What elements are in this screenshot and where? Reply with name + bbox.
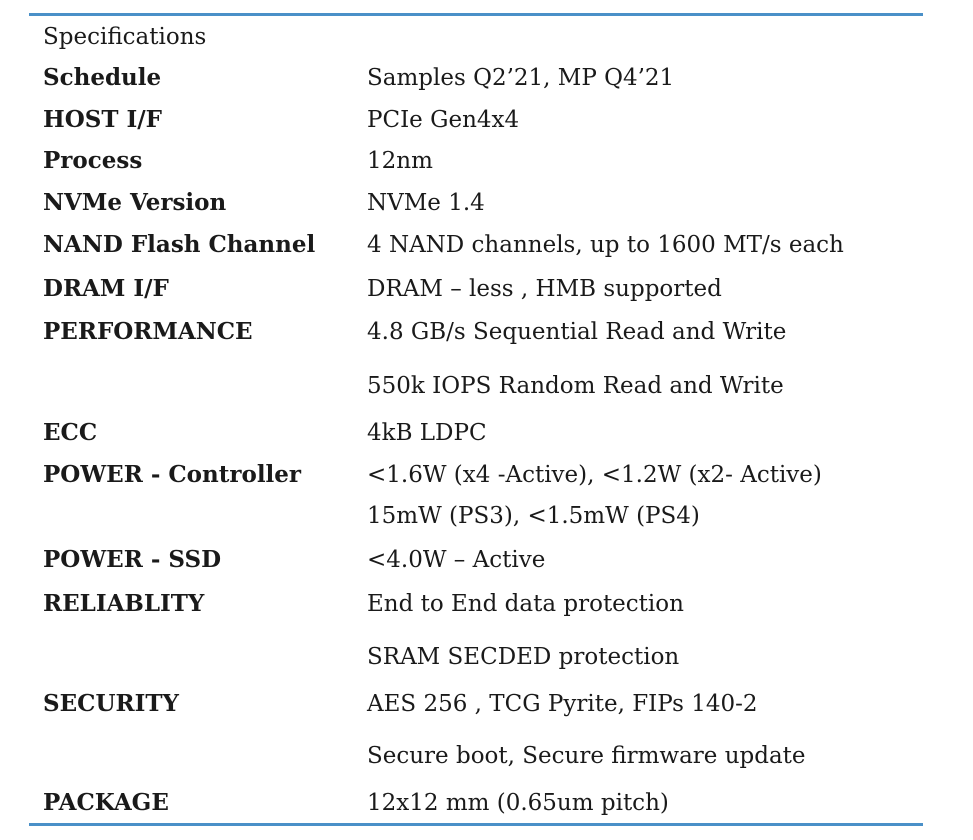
row-value-package: 12x12 mm (0.65um pitch) <box>367 790 669 816</box>
row-label-power-controller: POWER - Controller <box>43 461 302 488</box>
row-label-reliability: RELIABLITY <box>43 590 205 617</box>
row-value-power-ssd: <4.0W – Active <box>367 547 546 573</box>
row-label-package: PACKAGE <box>43 789 169 816</box>
row-value-power-controller-1: <1.6W (x4 -Active), <1.2W (x2- Active) <box>367 462 822 488</box>
row-label-ecc: ECC <box>43 419 98 446</box>
row-label-schedule: Schedule <box>43 64 162 91</box>
row-label-performance: PERFORMANCE <box>43 318 253 345</box>
row-value-power-controller-2: 15mW (PS3), <1.5mW (PS4) <box>367 503 700 529</box>
row-value-nvme-version: NVMe 1.4 <box>367 190 485 216</box>
table-caption: Specifications <box>43 24 207 50</box>
row-value-performance-2: 550k IOPS Random Read and Write <box>367 373 784 399</box>
row-value-security-1: AES 256 , TCG Pyrite, FIPs 140-2 <box>367 691 758 717</box>
table-bottom-rule <box>29 823 923 826</box>
row-value-nand-flash-channel: 4 NAND channels, up to 1600 MT/s each <box>367 232 844 258</box>
row-label-security: SECURITY <box>43 690 179 717</box>
row-label-power-ssd: POWER - SSD <box>43 546 222 573</box>
row-label-dram-if: DRAM I/F <box>43 275 169 302</box>
row-value-dram-if: DRAM – less , HMB supported <box>367 276 722 302</box>
row-label-nand-flash-channel: NAND Flash Channel <box>43 231 316 258</box>
row-label-host-if: HOST I/F <box>43 106 162 133</box>
row-label-nvme-version: NVMe Version <box>43 189 227 216</box>
table-top-rule <box>29 13 923 16</box>
row-value-reliability-2: SRAM SECDED protection <box>367 644 680 670</box>
row-value-ecc: 4kB LDPC <box>367 420 487 446</box>
row-value-reliability-1: End to End data protection <box>367 591 684 617</box>
row-label-process: Process <box>43 147 143 174</box>
row-value-performance-1: 4.8 GB/s Sequential Read and Write <box>367 319 787 345</box>
row-value-process: 12nm <box>367 148 433 174</box>
row-value-security-2: Secure boot, Secure firmware update <box>367 743 806 769</box>
row-value-schedule: Samples Q2’21, MP Q4’21 <box>367 65 675 91</box>
row-value-host-if: PCIe Gen4x4 <box>367 107 520 133</box>
